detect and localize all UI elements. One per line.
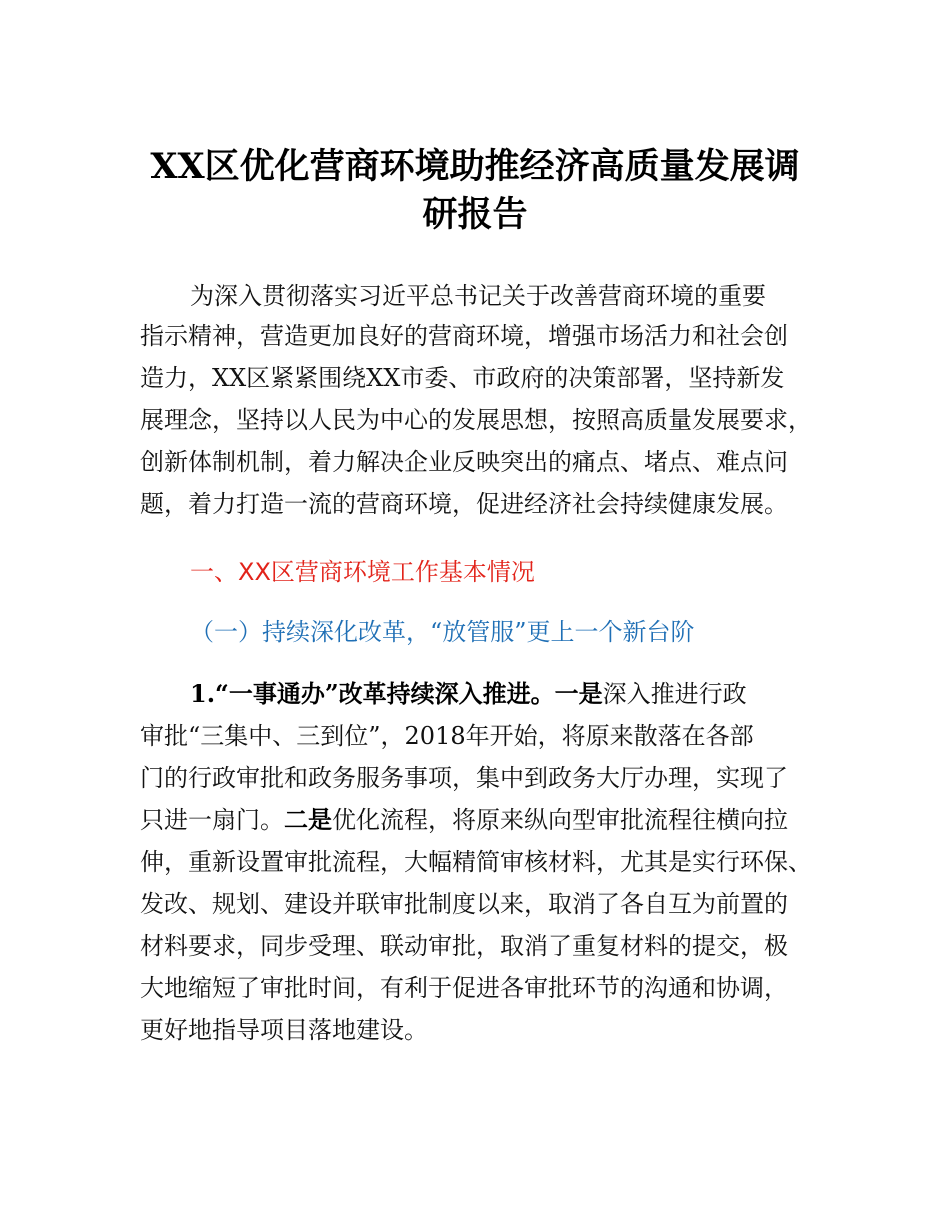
item1-line-3: 门的行政审批和政务服务事项，集中到政务大厅办理，实现了 — [140, 764, 788, 792]
intro-line-2: 指示精神，营造更加良好的营商环境，增强市场活力和社会创 — [140, 322, 788, 350]
item1-line-1 — [190, 674, 747, 714]
subsection-heading-1: （一）持续深化改革，“放管服”更上一个新台阶 — [190, 618, 695, 646]
item1-line-4-pre: 只进一扇门。 — [140, 806, 284, 834]
intro-line-4: 展理念，坚持以人民为中心的发展思想，按照高质量发展要求， — [140, 406, 812, 434]
intro-line-1: 为深入贯彻落实习近平总书记关于改善营商环境的重要 — [190, 282, 766, 310]
item1-line-7: 材料要求，同步受理、联动审批，取消了重复材料的提交，极 — [140, 932, 788, 960]
item1-line-5: 伸，重新设置审批流程，大幅精简审核材料，尤其是实行环保、 — [140, 848, 812, 876]
intro-line-5: 创新体制机制，着力解决企业反映突出的痛点、堵点、难点问 — [140, 448, 788, 476]
item1-line-9: 更好地指导项目落地建设。 — [140, 1016, 428, 1044]
document-title-line-2: 研报告 — [422, 194, 528, 235]
section-heading-1: 一、XX区营商环境工作基本情况 — [190, 558, 535, 586]
item1-bold-first: 一是 — [554, 679, 603, 708]
item1-line-6: 发改、规划、建设并联审批制度以来，取消了各自互为前置的 — [140, 890, 788, 918]
document-title-line-1: XX区优化营商环境助推经济高质量发展调 — [150, 146, 800, 187]
item1-bold-lead: 1.“一事通办”改革持续深入推进。 — [190, 679, 555, 708]
intro-line-3: 造力，XX区紧紧围绕XX市委、市政府的决策部署，坚持新发 — [140, 364, 785, 392]
item1-line-1-rest: 深入推进行政 — [602, 680, 747, 708]
item1-bold-second: 二是 — [284, 805, 332, 834]
item1-line-4-rest: 优化流程，将原来纵向型审批流程往横向拉 — [332, 806, 788, 834]
item1-line-8: 大地缩短了审批时间，有利于促进各审批环节的沟通和协调， — [140, 974, 788, 1002]
intro-line-6: 题，着力打造一流的营商环境，促进经济社会持续健康发展。 — [140, 490, 788, 518]
item1-line-2: 审批“三集中、三到位”，2018年开始，将原来散落在各部 — [140, 722, 754, 750]
item1-line-4 — [140, 800, 788, 840]
